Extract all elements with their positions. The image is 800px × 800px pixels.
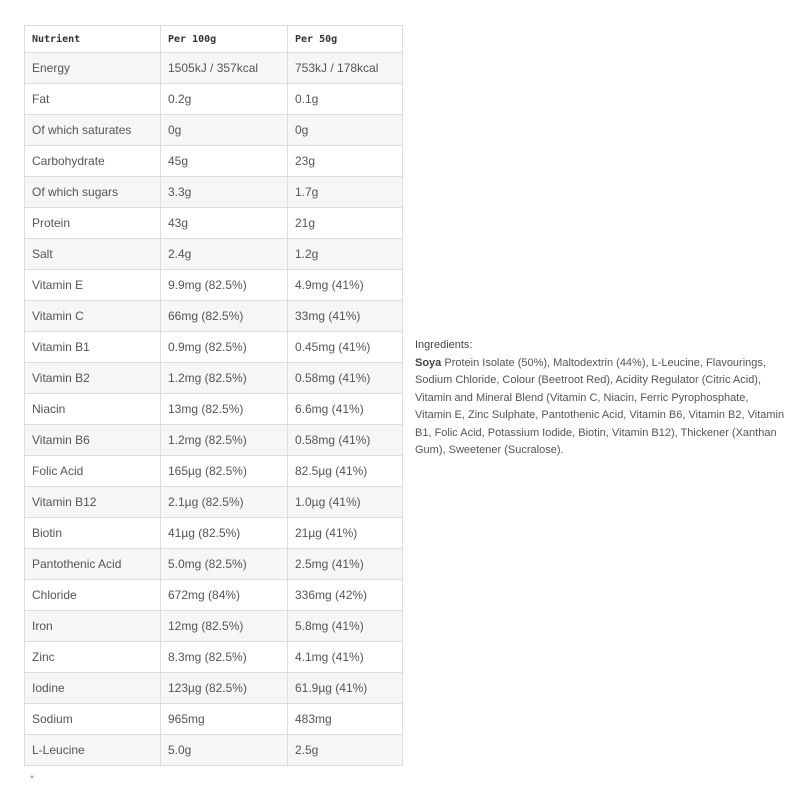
- header-per-50g: Per 50g: [288, 26, 403, 53]
- table-row: [25, 363, 403, 394]
- table-row: [25, 177, 403, 208]
- cell-per-50g: 82.5µg (41%): [288, 456, 403, 487]
- cell-per-50g: 2.5mg (41%): [288, 549, 403, 580]
- table-row: [25, 394, 403, 425]
- cell-nutrient: Vitamin B6: [25, 425, 161, 456]
- cell-nutrient: Pantothenic Acid: [25, 549, 161, 580]
- cell-nutrient: Zinc: [25, 642, 161, 673]
- cell-per-50g: 1.7g: [288, 177, 403, 208]
- cell-nutrient: L-Leucine: [25, 735, 161, 766]
- cell-per-100g: 8.3mg (82.5%): [161, 642, 288, 673]
- table-row: [25, 146, 403, 177]
- cell-nutrient: Fat: [25, 84, 161, 115]
- table-row: [25, 270, 403, 301]
- cell-nutrient: Folic Acid: [25, 456, 161, 487]
- cell-per-100g: 12mg (82.5%): [161, 611, 288, 642]
- table-row: [25, 84, 403, 115]
- table-row: [25, 301, 403, 332]
- cell-per-100g: 5.0mg (82.5%): [161, 549, 288, 580]
- cell-nutrient: Iodine: [25, 673, 161, 704]
- ingredients-heading: Ingredients:: [415, 339, 473, 351]
- table-row: [25, 239, 403, 270]
- cell-per-100g: 2.1µg (82.5%): [161, 487, 288, 518]
- cell-per-50g: 0.1g: [288, 84, 403, 115]
- cell-nutrient: Vitamin B1: [25, 332, 161, 363]
- cell-per-50g: 4.1mg (41%): [288, 642, 403, 673]
- cell-per-100g: 43g: [161, 208, 288, 239]
- cell-per-100g: 0g: [161, 115, 288, 146]
- cell-per-50g: 0.45mg (41%): [288, 332, 403, 363]
- table-row: [25, 332, 403, 363]
- cell-per-100g: 1.2mg (82.5%): [161, 425, 288, 456]
- header-row: [25, 26, 403, 53]
- cell-nutrient: Of which saturates: [25, 115, 161, 146]
- table-row: [25, 518, 403, 549]
- table-row: [25, 642, 403, 673]
- cell-nutrient: Chloride: [25, 580, 161, 611]
- cell-per-100g: 0.9mg (82.5%): [161, 332, 288, 363]
- cell-per-50g: 61.9µg (41%): [288, 673, 403, 704]
- cell-per-50g: 1.2g: [288, 239, 403, 270]
- cell-per-50g: 2.5g: [288, 735, 403, 766]
- cell-per-50g: 0g: [288, 115, 403, 146]
- cell-per-100g: 672mg (84%): [161, 580, 288, 611]
- header-nutrient: Nutrient: [25, 26, 161, 53]
- cell-nutrient: Biotin: [25, 518, 161, 549]
- table-row: [25, 456, 403, 487]
- table-row: [25, 673, 403, 704]
- cell-nutrient: Energy: [25, 53, 161, 84]
- cell-per-50g: 0.58mg (41%): [288, 363, 403, 394]
- table-row: [25, 208, 403, 239]
- cell-nutrient: Vitamin E: [25, 270, 161, 301]
- cell-nutrient: Salt: [25, 239, 161, 270]
- cell-per-100g: 45g: [161, 146, 288, 177]
- cell-per-50g: 21µg (41%): [288, 518, 403, 549]
- cell-per-100g: 3.3g: [161, 177, 288, 208]
- table-row: [25, 115, 403, 146]
- cell-nutrient: Niacin: [25, 394, 161, 425]
- cell-per-50g: 753kJ / 178kcal: [288, 53, 403, 84]
- cell-per-100g: 123µg (82.5%): [161, 673, 288, 704]
- cell-per-50g: 483mg: [288, 704, 403, 735]
- cell-per-100g: 5.0g: [161, 735, 288, 766]
- ingredients-panel: [415, 337, 785, 460]
- table-row: [25, 425, 403, 456]
- cell-per-100g: 0.2g: [161, 84, 288, 115]
- cell-per-100g: 2.4g: [161, 239, 288, 270]
- cell-per-50g: 23g: [288, 146, 403, 177]
- table-row: [25, 735, 403, 766]
- cell-per-50g: 4.9mg (41%): [288, 270, 403, 301]
- cell-nutrient: Protein: [25, 208, 161, 239]
- cell-per-50g: 0.58mg (41%): [288, 425, 403, 456]
- table-row: [25, 704, 403, 735]
- cell-per-50g: 33mg (41%): [288, 301, 403, 332]
- table-row: [25, 580, 403, 611]
- cell-nutrient: Carbohydrate: [25, 146, 161, 177]
- ingredients-allergen-highlight: Soya: [415, 356, 442, 369]
- cell-nutrient: Vitamin C: [25, 301, 161, 332]
- cell-per-50g: 336mg (42%): [288, 580, 403, 611]
- cell-per-50g: 6.6mg (41%): [288, 394, 403, 425]
- table-row: [25, 53, 403, 84]
- table-row: [25, 611, 403, 642]
- cell-per-100g: 165µg (82.5%): [161, 456, 288, 487]
- cell-per-50g: 1.0µg (41%): [288, 487, 403, 518]
- cell-per-100g: 13mg (82.5%): [161, 394, 288, 425]
- nutrition-table: [24, 25, 403, 766]
- header-per-100g: Per 100g: [161, 26, 288, 53]
- footnote-mark: *: [30, 774, 34, 785]
- cell-nutrient: Vitamin B2: [25, 363, 161, 394]
- cell-nutrient: Iron: [25, 611, 161, 642]
- cell-nutrient: Of which sugars: [25, 177, 161, 208]
- cell-per-100g: 1.2mg (82.5%): [161, 363, 288, 394]
- cell-nutrient: Vitamin B12: [25, 487, 161, 518]
- cell-per-50g: 5.8mg (41%): [288, 611, 403, 642]
- cell-per-100g: 66mg (82.5%): [161, 301, 288, 332]
- ingredients-text: Protein Isolate (50%), Maltodextrin (44%), L-Leucine, Flavourings, Sodium Chloride, Colour (Beetroot Red), Acidity Regulator (Citric Acid), Vitamin and Mineral Blend (Vitamin C, Niacin, Ferric Pyrophosphate, Vitamin E, Zinc Sulphate, Pantothenic Acid, Vitamin B6, Vitamin B2, Vitamin B1, Folic Acid, Potassium Iodide, Biotin, Vitamin B12), Thickener (Xanthan Gum), Sweetener (Sucralose).: [415, 356, 785, 456]
- nutrition-table-body: [25, 53, 403, 766]
- table-row: [25, 549, 403, 580]
- cell-per-50g: 21g: [288, 208, 403, 239]
- cell-per-100g: 1505kJ / 357kcal: [161, 53, 288, 84]
- cell-per-100g: 965mg: [161, 704, 288, 735]
- nutrition-table-header: [25, 26, 403, 53]
- table-row: [25, 487, 403, 518]
- cell-nutrient: Sodium: [25, 704, 161, 735]
- cell-per-100g: 9.9mg (82.5%): [161, 270, 288, 301]
- cell-per-100g: 41µg (82.5%): [161, 518, 288, 549]
